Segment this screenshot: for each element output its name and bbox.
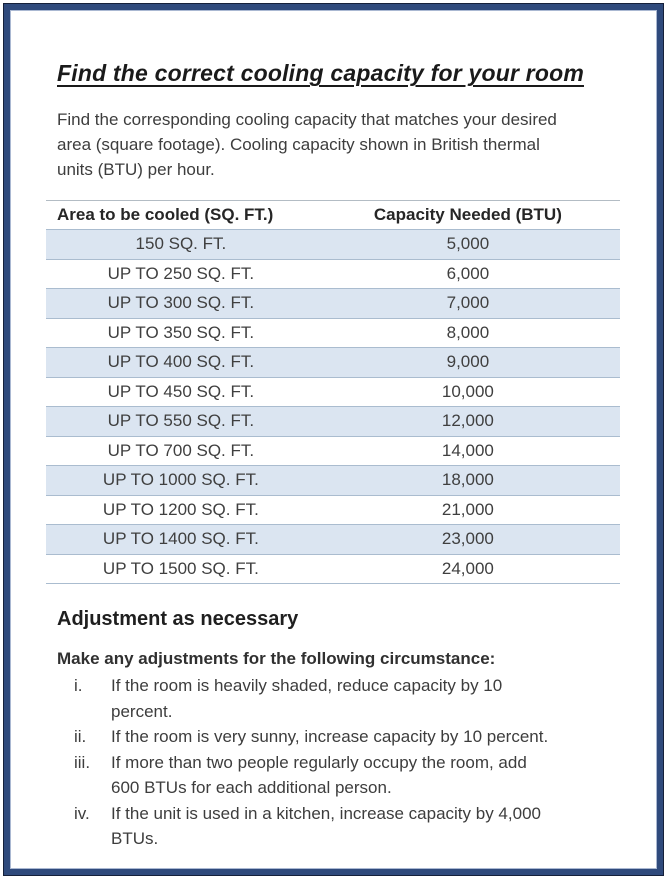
capacity-cell: 8,000	[446, 322, 490, 342]
list-item	[57, 750, 607, 801]
list-item-numeral: ii.	[74, 727, 87, 746]
intro-line: area (square footage). Cooling capacity shown in British thermal	[57, 135, 540, 154]
table-row	[46, 436, 620, 466]
area-cell: UP TO 1400 SQ. FT.	[46, 525, 316, 555]
list-item-line: percent.	[111, 701, 173, 721]
capacity-cell: 6,000	[446, 263, 490, 283]
list-item-line: If the room is heavily shaded, reduce capacity by 10	[111, 676, 503, 695]
capacity-cell: 7,000	[316, 289, 620, 319]
column-header-capacity: Capacity Needed (BTU)	[316, 201, 620, 230]
list-item	[57, 724, 607, 750]
capacity-cell: 21,000	[441, 499, 494, 519]
capacity-cell: 24,000	[316, 554, 620, 584]
intro-line: Find the corresponding cooling capacity that matches your desired	[57, 110, 557, 129]
list-item-text	[111, 750, 527, 801]
list-item-line: If more than two people regularly occupy the room, add	[111, 752, 527, 772]
table-row	[46, 259, 620, 289]
list-item-line: BTUs.	[111, 829, 159, 848]
list-item-line: 600 BTUs for each additional person.	[111, 778, 392, 797]
adjustment-lead: Make any adjustments for the following circumstance:	[57, 649, 496, 668]
page-content	[10, 10, 657, 869]
list-item-text	[111, 724, 548, 750]
column-header-area: Area to be cooled (SQ. FT.)	[46, 201, 316, 230]
table-row	[46, 377, 620, 407]
list-item-line: If the unit is used in a kitchen, increase capacity by 4,000	[111, 803, 541, 823]
area-cell: UP TO 400 SQ. FT.	[46, 348, 316, 378]
capacity-cell: 23,000	[316, 525, 620, 555]
table-row	[46, 525, 620, 555]
area-cell: UP TO 300 SQ. FT.	[46, 289, 316, 319]
capacity-cell: 14,000	[441, 440, 494, 460]
area-cell: UP TO 1000 SQ. FT.	[46, 466, 316, 496]
area-cell: UP TO 700 SQ. FT.	[107, 440, 255, 460]
capacity-cell: 5,000	[316, 230, 620, 260]
cooling-capacity-table	[46, 200, 620, 584]
area-cell: UP TO 450 SQ. FT.	[107, 381, 255, 401]
area-cell: UP TO 1200 SQ. FT.	[102, 499, 259, 519]
adjustment-heading: Adjustment as necessary	[57, 608, 299, 630]
list-item-numeral: iii.	[74, 752, 91, 772]
table-row	[46, 466, 620, 496]
adjustment-list	[57, 673, 607, 852]
table-row	[46, 289, 620, 319]
area-cell: 150 SQ. FT.	[46, 230, 316, 260]
list-item	[57, 801, 607, 852]
area-cell: UP TO 1500 SQ. FT.	[46, 554, 316, 584]
table-row	[46, 230, 620, 260]
list-item-line: If the room is very sunny, increase capacity by 10 percent.	[111, 727, 549, 746]
table-row	[46, 348, 620, 378]
table-row	[46, 407, 620, 437]
area-cell: UP TO 350 SQ. FT.	[107, 322, 255, 342]
page-title: Find the correct cooling capacity for your room	[57, 60, 584, 86]
capacity-cell: 10,000	[441, 381, 494, 401]
table-row	[46, 554, 620, 584]
list-item-numeral: iv.	[74, 803, 90, 823]
table-row	[46, 318, 620, 348]
list-item-numeral: i.	[74, 676, 83, 695]
capacity-cell: 18,000	[316, 466, 620, 496]
list-item-text	[111, 801, 541, 852]
area-cell: UP TO 550 SQ. FT.	[46, 407, 316, 437]
area-cell: UP TO 250 SQ. FT.	[107, 263, 255, 283]
table-row	[46, 495, 620, 525]
capacity-cell: 12,000	[316, 407, 620, 437]
list-item-text	[111, 673, 502, 724]
intro-paragraph	[57, 107, 607, 182]
capacity-cell: 9,000	[316, 348, 620, 378]
intro-line: units (BTU) per hour.	[57, 160, 215, 179]
list-item	[57, 673, 607, 724]
table-header-row	[46, 201, 620, 230]
